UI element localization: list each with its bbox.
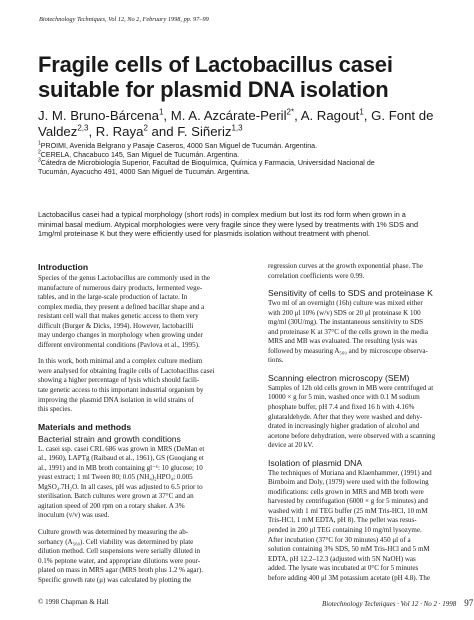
author-name: F. Siñeriz — [177, 124, 232, 139]
text-line: glutaraldehyde. After that they were washed and dehy- — [268, 412, 423, 421]
journal-footer — [322, 598, 473, 608]
text-line: improving the plasmid DNA isolation in wild strains of — [38, 395, 194, 404]
text-line: pended in 200 μl TEG containing 10 mg/ml lysozyme. — [268, 526, 422, 535]
text-line: modifications: cells grown in MRS and MB broth were — [268, 487, 424, 496]
author-name: M. A. Azcárate-Peril — [170, 108, 287, 123]
text-line: sorbancy (A₅₆₀). Cell viability was determined by plate — [38, 537, 194, 546]
text-line: Tris-HCl, 1 mM EDTA, pH 8). The pellet was resus- — [268, 516, 417, 525]
abstract-line: minimal basal medium. Atypical morphologies were very fragile since they were lysed by treatments with 1% SDS and — [38, 219, 419, 229]
text-line: EDTA, pH 12.2–12.3 (adjusted with 5N NaOH) was — [268, 554, 416, 563]
author-name: J. M. Bruno-Bárcena — [38, 108, 159, 123]
text-line: Specific growth rate (μ) was calculated by plotting the — [38, 575, 192, 584]
culture-paragraph — [38, 528, 221, 585]
isolation-paragraph — [268, 469, 451, 584]
text-line: mg/ml (30U/mg). The instantaneous sensitivity to SDS — [268, 318, 424, 327]
text-line: complex media, they present a defined bacillar shape and a — [38, 302, 205, 311]
text-line: device at 20 kV. — [268, 441, 314, 450]
text-line: yeast extract; 1 ml Tween 80; 0.05 (NH₄)₂HPO₄; 0.005 — [38, 473, 193, 482]
text-line: plated on mass in MRS agar (MRS broth plus 1.2 % agar). — [38, 566, 203, 575]
text-line: showing a higher percentage of lysis which should facili- — [38, 376, 200, 385]
subsection-heading-bacterial: Bacterial strain and growth conditions — [38, 433, 181, 444]
text-line: MgSO₄.7H₂O. In all cases, pH was adjusted to 6.5 prior to — [38, 482, 203, 491]
left-column — [38, 262, 221, 585]
subsection-heading-isolation: Isolation of plasmid DNA — [268, 457, 363, 468]
author-separator: and — [147, 124, 178, 139]
affil-mark: 2 — [38, 149, 41, 156]
bacterial-paragraph — [38, 445, 221, 521]
text-line: dilution method. Cell suspensions were serially diluted in — [38, 547, 201, 556]
text-line: 10000 × g for 5 min, washed once with 0.1 M sodium — [268, 393, 420, 402]
text-line: tate genetic access to this important industrial organism by — [38, 386, 204, 395]
text-line: drated in increasingly higher gradation of alcohol and — [268, 422, 420, 431]
text-line: MRS and MB was evaluated. The resulting lysis was — [268, 337, 418, 346]
author-separator: , — [294, 108, 301, 123]
text-line: Species of the genus Lactobacillus are commonly used in the — [38, 274, 211, 282]
text-line: inoculum (v/v) was used. — [38, 511, 110, 520]
affil-mark: 3 — [38, 157, 41, 164]
sensitivity-paragraph — [268, 299, 451, 366]
page-number: 97 — [464, 598, 474, 608]
text-line: difficult (Burger & Dicks, 1994). However, lactobacilli — [38, 321, 194, 330]
author-affil-mark: 1 — [158, 107, 164, 117]
author-name: A. Ragout — [300, 108, 360, 123]
author-separator: , — [363, 108, 372, 123]
abstract-line: Lactobacillus casei had a typical morphology (short rods) in complex medium but lost its rod form when grown in a — [38, 210, 406, 219]
text-line: Samples of 12h old cells grown in MB were centrifuged at — [268, 383, 434, 392]
text-line: different environmental conditions (Pavlova et al., 1995). — [38, 340, 200, 349]
text-line: 0.1% peptone water, and appropriate dilutions were pour- — [38, 556, 201, 565]
text-line: al., 1960), LAPTg (Raibaud et al., 1961), GS (Guoqiang et — [38, 454, 204, 463]
running-head: Biotechnology Techniques, Vol 12, No 2, February 1998, pp. 97–99 — [39, 16, 209, 23]
text-line: harvested by centrifugation (6000 × g for 5 minutes) and — [268, 497, 428, 506]
text-line: manufacture of numerous dairy products, fermented vege- — [38, 283, 203, 292]
affil-mark: 1 — [38, 140, 41, 147]
author-separator: , — [163, 108, 171, 123]
section-heading-methods: Materials and methods — [38, 421, 132, 432]
affil-text: CERELA, Chacabuco 145, San Miguel de Tucumán. Argentina. — [40, 150, 240, 159]
author-affil-mark: 2* — [286, 107, 295, 117]
affiliations — [38, 142, 448, 176]
right-column — [268, 262, 451, 583]
abstract-line: 1mg/ml proteinase K but they were efficiently used for plasmids isolation without treatment with phenol. — [38, 229, 371, 238]
text-line: sterilisation. Batch cultures were grown at 37°C and an — [38, 492, 194, 501]
continued-paragraph — [268, 262, 451, 281]
text-line: before adding 400 μl 3M potassium acetate (pH 4.8). The — [268, 573, 430, 582]
author-separator: , — [88, 124, 96, 139]
subsection-heading-sem: Scanning electron microscopy (SEM) — [268, 372, 410, 383]
author-affil-mark: 1 — [359, 107, 364, 117]
text-line: tables, and in the large-scale production of lactate. In — [38, 293, 188, 302]
author-name: R. Raya — [95, 124, 144, 139]
affiliation-cont: Tucumán, Ayacucho 491, 4000 San Miguel de Tucumán. Argentina. — [38, 167, 250, 176]
intro-paragraph-2 — [38, 357, 221, 414]
article-title — [38, 52, 448, 102]
author-name: Valdez — [38, 124, 78, 139]
text-line: Birnboim and Doly, (1979) were used with the following — [268, 478, 429, 487]
author-affil-mark: 2 — [143, 123, 148, 133]
author-name: G. Font de — [371, 108, 434, 123]
subsection-heading-sensitivity: Sensitivity of cells to SDS and proteinase K — [268, 288, 433, 299]
author-affil-mark: 2,3 — [77, 123, 89, 133]
text-line: agitation speed of 200 rpm on a rotary shaker. A 3% — [38, 501, 185, 510]
text-line: tions. — [268, 356, 284, 365]
intro-paragraph-1 — [38, 274, 221, 350]
text-line: resistant cell wall that makes genetic access to them very — [38, 312, 199, 321]
affiliation — [38, 151, 448, 160]
text-line: this species. — [38, 405, 73, 414]
text-line: L. casei ssp. casei CRL 686 was grown in MRS (DeMan et — [38, 444, 205, 453]
sem-paragraph — [268, 384, 451, 451]
author-list — [38, 108, 448, 140]
text-line: solution containing 3% SDS, 50 mM Tris-HCl and 5 mM — [268, 545, 430, 554]
text-line: After incubation (37°C for 30 minutes) 450 μl of a — [268, 535, 411, 544]
text-line: The techniques of Muriana and Klaenhammer, (1991) and — [268, 468, 432, 477]
affil-text: PROIMI, Avenida Belgrano y Pasaje Caseros, 4000 San Miguel de Tucumán. Argentina. — [40, 142, 318, 150]
text-line: correlation coefficients were 0.99. — [268, 271, 365, 280]
text-line: Culture growth was determined by measuring the ab- — [38, 528, 189, 537]
text-line: washed with 1 ml TEG buffer (25 mM Tris-HCl, 10 mM — [268, 506, 428, 515]
text-line: with 200 μl 10% (w/v) SDS or 20 μl proteinase K 100 — [268, 308, 421, 317]
text-line: followed by measuring A₅₆₀ and by microscope observa- — [268, 346, 428, 355]
text-line: may undergo changes in morphology when growing under — [38, 331, 203, 340]
text-line: and proteinase K at 37°C of the cells grown in the media — [268, 327, 428, 336]
text-line: were analysed for obtaining fragile cells of Lactobacillus casei — [38, 366, 215, 375]
text-line: In this work, both minimal and a complex culture medium — [38, 357, 203, 366]
affiliation — [38, 142, 448, 151]
title-line: Fragile cells of Lactobacillus casei — [38, 52, 393, 77]
text-line: phosphate buffer, pH 7.4 and fixed 16 h with 4.16% — [268, 403, 415, 412]
author-affil-mark: 1,3 — [231, 123, 243, 133]
text-line: al., 1991) and in MB broth containing gl⁻¹: 10 glucose; 10 — [38, 463, 203, 472]
affiliation — [38, 159, 448, 168]
text-line: Two ml of an overnight (16h) culture was mixed either — [268, 299, 423, 308]
abstract — [38, 210, 448, 239]
copyright-footer: © 1998 Chapman & Hall — [38, 598, 109, 606]
title-line: suitable for plasmid DNA isolation — [38, 77, 389, 102]
author-line — [38, 124, 448, 140]
author-line — [38, 108, 448, 124]
text-line: regression curves at the growth exponential phase. The — [268, 262, 423, 270]
journal-footer-text: Biotechnology Techniques · Vol 12 · No 2 · 1998 — [322, 600, 457, 608]
text-line: added. The lysate was incubated at 0°C for 5 minutes — [268, 564, 419, 573]
affil-text: Cátedra de Microbiología Superior, Facultad de Bioquímica, Química y Farmacia, Universidad Nacional de — [40, 159, 375, 168]
section-heading-introduction: Introduction — [38, 262, 89, 272]
text-line: acetone before dehydration, were observed with a scanning — [268, 431, 436, 440]
